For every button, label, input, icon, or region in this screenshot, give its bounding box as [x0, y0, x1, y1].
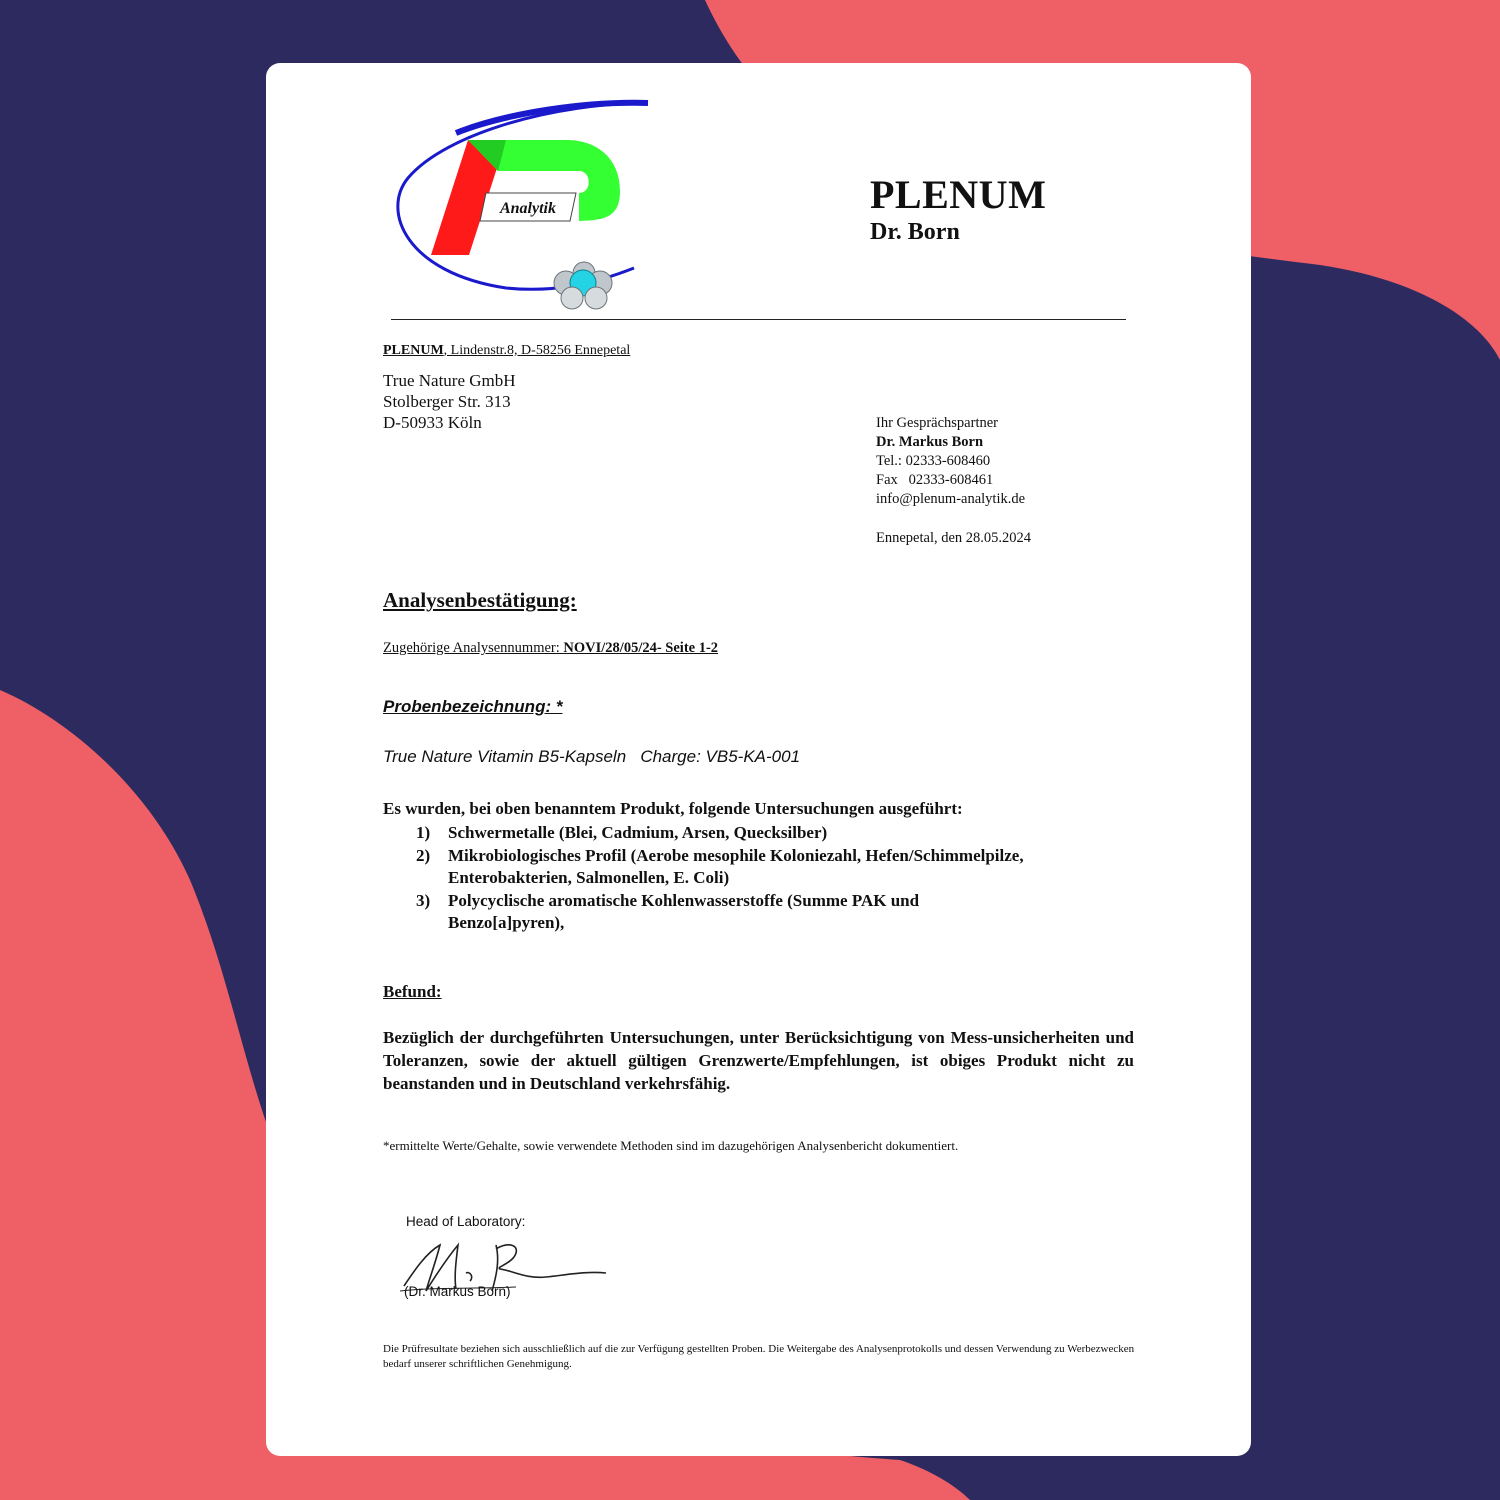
plenum-analytik-logo	[386, 93, 666, 343]
header-divider	[391, 319, 1126, 320]
list-item	[416, 822, 1136, 845]
findings-title: Befund:	[383, 982, 442, 1001]
logo-text: Analytik	[499, 200, 557, 217]
analysis-number-label: Zugehörige Analysennummer:	[383, 640, 564, 656]
list-item-number: 1)	[416, 823, 431, 842]
footnote: *ermittelte Werte/Gehalte, sowie verwendete Methoden sind im dazugehörigen Analysenbericht dokumentiert.	[383, 1138, 959, 1153]
contact-phone: Tel.: 02333-608460	[876, 453, 991, 469]
findings-text: Bezüglich der durchgeführten Untersuchungen, unter Berücksichtigung von Mess-unsicherheiten und Toleranzen, sowie der aktuell gültigen Grenzwerte/Empfehlungen, ist obiges Produkt nicht zu beanstanden und in Deutschland verkehrsfähig.	[383, 1028, 1134, 1093]
document-date: Ennepetal, den 28.05.2024	[876, 530, 1032, 546]
recipient-line: D-50933 Köln	[383, 413, 482, 432]
list-item	[416, 890, 1008, 935]
recipient-address	[383, 370, 516, 433]
analysis-number	[383, 640, 718, 657]
brand-name: PLENUM	[870, 172, 1047, 217]
signature-name: (Dr. Markus Born)	[404, 1284, 511, 1299]
tests-intro: Es wurden, bei oben benanntem Produkt, folgende Untersuchungen ausgeführt:	[383, 799, 963, 818]
sender-street: , Lindenstr.8, D-58256 Ennepetal	[443, 343, 631, 358]
list-item	[416, 845, 1136, 890]
contact-email: info@plenum-analytik.de	[876, 491, 1026, 507]
list-item-number: 2)	[416, 845, 431, 865]
molecule-icon	[554, 262, 612, 309]
contact-label: Ihr Gesprächspartner	[876, 415, 998, 431]
analytik-label	[480, 193, 576, 221]
disclaimer: Die Prüfresultate beziehen sich ausschließlich auf die zur Verfügung gestellten Proben. Die Weitergabe des Analysenprotokolls und dessen Verwendung zu Werbezwecken bedarf unserer schriftlichen Genehmigung.	[383, 1343, 1135, 1370]
document-title: Analysenbestätigung:	[383, 588, 577, 612]
tests-list	[416, 822, 1136, 935]
sender-address	[383, 343, 630, 359]
contact-block	[876, 414, 1025, 509]
document-page	[266, 63, 1251, 1456]
contact-fax: Fax 02333-608461	[876, 472, 994, 488]
signature-label: Head of Laboratory:	[406, 1214, 526, 1229]
list-item-text: Polycyclische aromatische Kohlenwasserstoffe (Summe PAK und Benzo[a]pyren),	[448, 890, 920, 932]
recipient-line: Stolberger Str. 313	[383, 392, 511, 411]
list-item-text: Mikrobiologisches Profil (Aerobe mesophile Koloniezahl, Hefen/Schimmelpilze, Enterobakterien, Salmonellen, E. Coli)	[448, 845, 1024, 887]
list-item-number: 3)	[416, 890, 431, 910]
recipient-line: True Nature GmbH	[383, 371, 516, 390]
list-item-text: Schwermetalle (Blei, Cadmium, Arsen, Quecksilber)	[448, 823, 828, 842]
probe-title: Probenbezeichnung: *	[383, 697, 563, 716]
brand-subtitle: Dr. Born	[870, 219, 960, 245]
probe-description: True Nature Vitamin B5-Kapseln Charge: VB5-KA-001	[383, 747, 801, 766]
sender-name: PLENUM	[383, 343, 444, 358]
analysis-number-value: NOVI/28/05/24- Seite 1-2	[563, 640, 719, 656]
contact-name: Dr. Markus Born	[876, 434, 984, 450]
